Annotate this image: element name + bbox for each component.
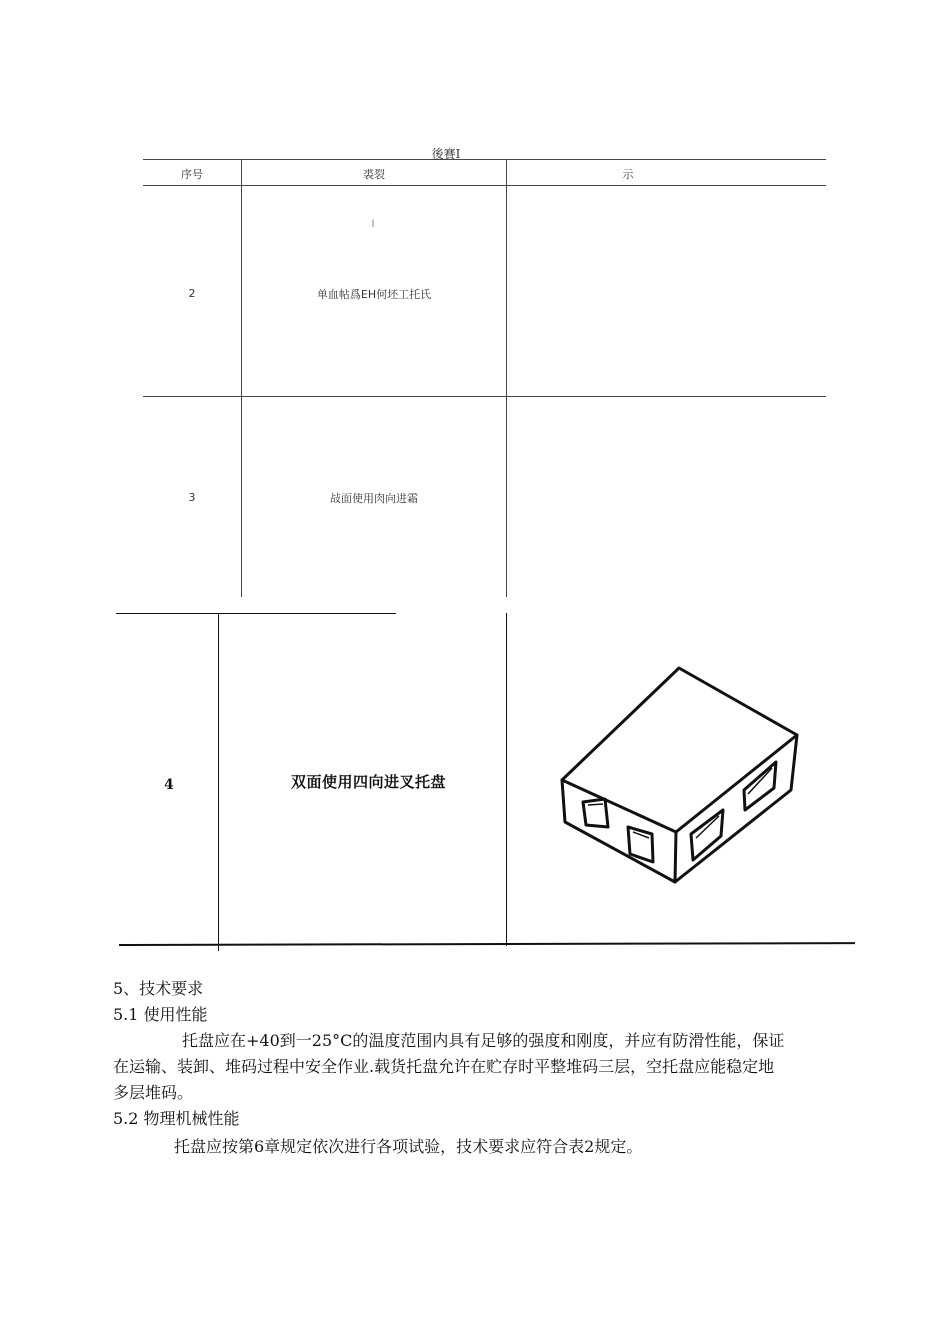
- table-col-divider-2: [506, 159, 507, 597]
- row3-number: 3: [188, 491, 196, 504]
- table-row-rule: [143, 396, 826, 397]
- row4-name: 双面使用四向进叉托盘: [291, 773, 447, 791]
- paragraph-5-1-line-3: 多层堆码。: [113, 1083, 194, 1102]
- pallet-illustration-icon: [555, 662, 805, 888]
- row2-mark: l: [371, 219, 375, 230]
- scan-col-divider-2: [506, 613, 507, 946]
- row2-name: 单血帖爲EH何坯工托氏: [316, 288, 432, 301]
- paragraph-5-1-line-2: 在运输、装卸、堆码过程中安全作业.载货托盘允许在贮存时平整堆码三层，空托盘应能稳定地: [113, 1057, 775, 1076]
- paragraph-5-1-line-1: 托盘应在+40到一25°C的温度范围内具有足够的强度和刚度，并应有防滑性能，保证: [182, 1031, 785, 1050]
- scan-col-divider-1: [218, 613, 219, 951]
- row2-number: 2: [188, 287, 196, 300]
- paragraph-5-2: 托盘应按第6章规定依次进行各项试验，技术要求应符合表2规定。: [174, 1137, 643, 1156]
- header-col-figure: 示: [622, 168, 634, 181]
- scan-top-rule: [116, 613, 396, 614]
- subsection-5-1-title: 5.1 使用性能: [113, 1005, 208, 1024]
- row4-number: 4: [164, 777, 175, 793]
- subsection-5-2-title: 5.2 物理机械性能: [113, 1109, 240, 1128]
- section-heading: 5、技术要求: [113, 979, 204, 998]
- header-col-no: 序号: [181, 168, 203, 181]
- table-header-rule: [143, 185, 826, 186]
- scan-bottom-rule: [119, 942, 855, 946]
- header-col-name: 裘裂: [363, 168, 385, 181]
- table-col-divider-1: [241, 159, 242, 597]
- table-top-rule: [143, 159, 826, 160]
- table-caption: 後賽Ⅰ: [431, 147, 461, 161]
- row3-name: 敁面使用肉向进霜: [330, 492, 418, 505]
